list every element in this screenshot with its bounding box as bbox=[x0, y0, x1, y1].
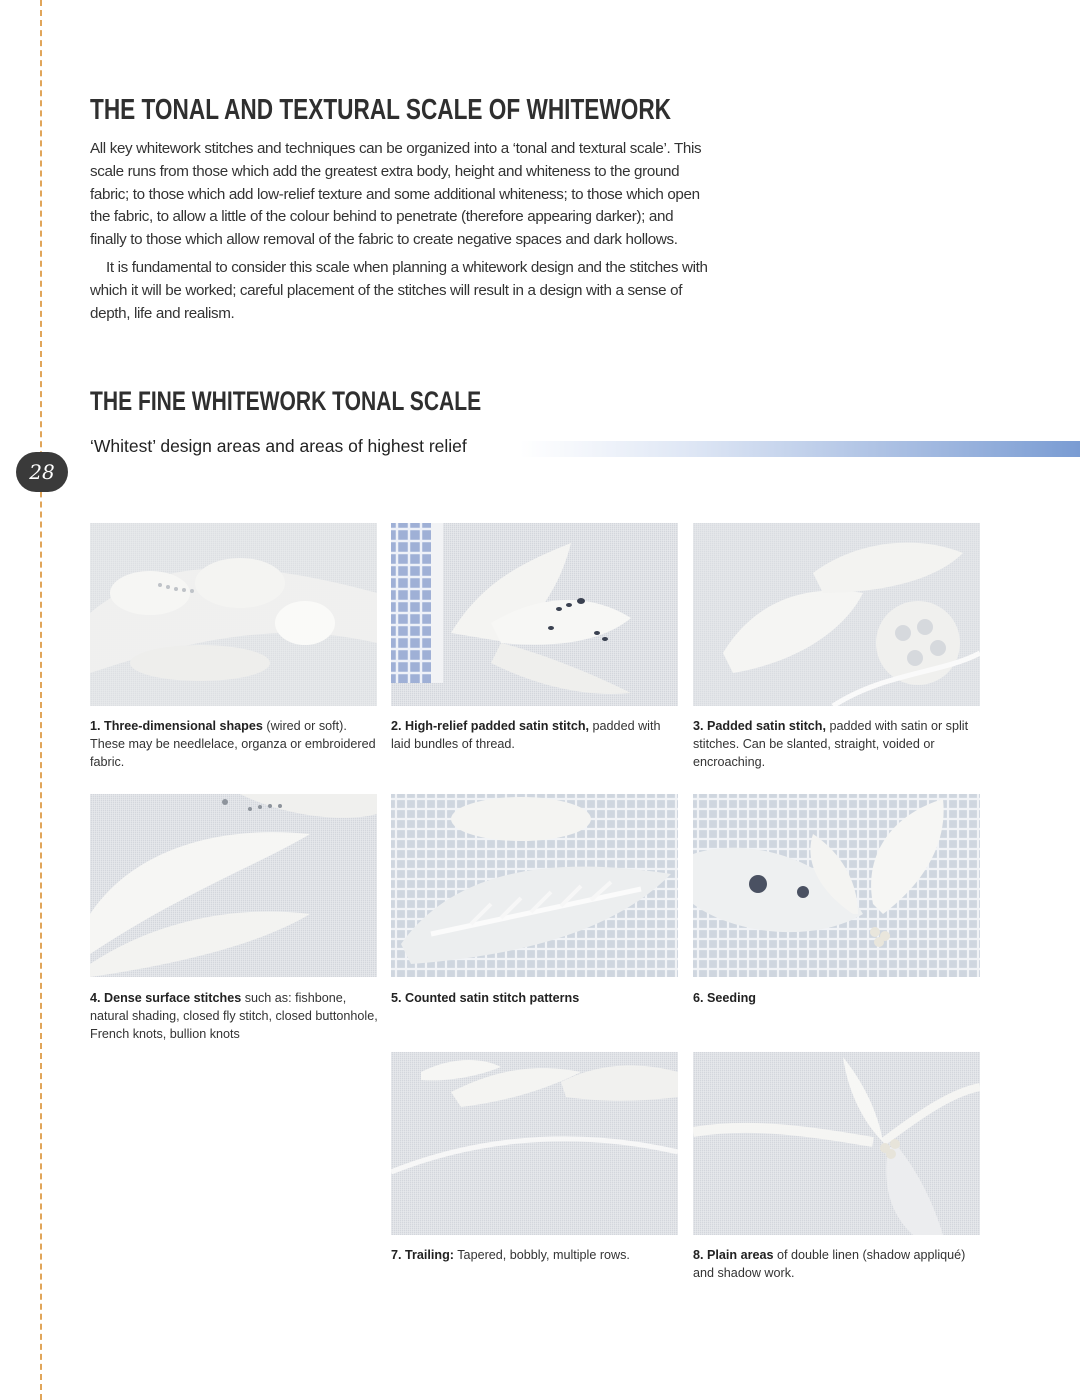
photo-plain-areas bbox=[693, 1052, 980, 1235]
photo-seeding bbox=[693, 794, 980, 977]
photo-padded-satin-stitch bbox=[693, 523, 980, 706]
intro-paragraph-2: It is fundamental to consider this scale when planning a whitework design and the stitches with which it will be worked; careful placement of the stitches will result in a design with a sense of depth, life and realism. bbox=[90, 258, 708, 322]
photo-high-relief-padded-satin bbox=[391, 523, 678, 706]
caption-3 bbox=[693, 717, 983, 771]
caption-4-text: such as: fishbone, natural shading, closed fly stitch, closed buttonhole, French knots, bullion knots bbox=[90, 991, 378, 1041]
caption-8-text: of double linen (shadow appliqué) and shadow work. bbox=[693, 1248, 966, 1280]
intro-text bbox=[90, 138, 710, 325]
subheading: ‘Whitest’ design areas and areas of highest relief bbox=[90, 436, 467, 456]
page-number-badge: 28 bbox=[16, 452, 68, 492]
gradient-bar bbox=[520, 441, 1080, 457]
caption-4 bbox=[90, 989, 380, 1043]
margin-dashed-line bbox=[40, 0, 42, 1400]
caption-6-label: 6. Seeding bbox=[693, 991, 756, 1005]
caption-5-label: 5. Counted satin stitch patterns bbox=[391, 991, 580, 1005]
photo-dense-surface-stitches bbox=[90, 794, 377, 977]
caption-8 bbox=[693, 1246, 983, 1282]
caption-1-text: (wired or soft). These may be needlelace, organza or embroidered fabric. bbox=[90, 719, 376, 769]
caption-1 bbox=[90, 717, 380, 771]
caption-7-label: 7. Trailing: bbox=[391, 1248, 454, 1262]
caption-2 bbox=[391, 717, 681, 753]
photo-trailing bbox=[391, 1052, 678, 1235]
caption-1-label: 1. Three-dimensional shapes bbox=[90, 719, 263, 733]
caption-3-text: padded with satin or split stitches. Can be slanted, straight, voided or encroaching. bbox=[693, 719, 969, 769]
caption-7 bbox=[391, 1246, 681, 1264]
main-heading: THE TONAL AND TEXTURAL SCALE OF WHITEWORK bbox=[90, 94, 671, 126]
caption-3-label: 3. Padded satin stitch, bbox=[693, 719, 826, 733]
caption-4-label: 4. Dense surface stitches bbox=[90, 991, 242, 1005]
caption-2-label: 2. High-relief padded satin stitch, bbox=[391, 719, 590, 733]
scale-heading: THE FINE WHITEWORK TONAL SCALE bbox=[90, 386, 482, 416]
intro-paragraph-1: All key whitework stitches and techniques can be organized into a ‘tonal and textural scale’. This scale runs from those which add the greatest extra body, height and whiteness to the ground fabric; to those which add low-relief texture and some additional whiteness; to those which open the fabric, to allow a little of the colour behind to penetrate (therefore appearing darker); and finally to those which allow removal of the fabric to create negative spaces and dark hollows. bbox=[90, 140, 702, 249]
caption-6 bbox=[693, 989, 983, 1007]
caption-5 bbox=[391, 989, 681, 1007]
photo-counted-satin-stitch bbox=[391, 794, 678, 977]
caption-8-label: 8. Plain areas bbox=[693, 1248, 774, 1262]
caption-7-text: Tapered, bobbly, multiple rows. bbox=[457, 1248, 630, 1262]
photo-three-dimensional-shapes bbox=[90, 523, 377, 706]
caption-2-text: padded with laid bundles of thread. bbox=[391, 719, 661, 751]
